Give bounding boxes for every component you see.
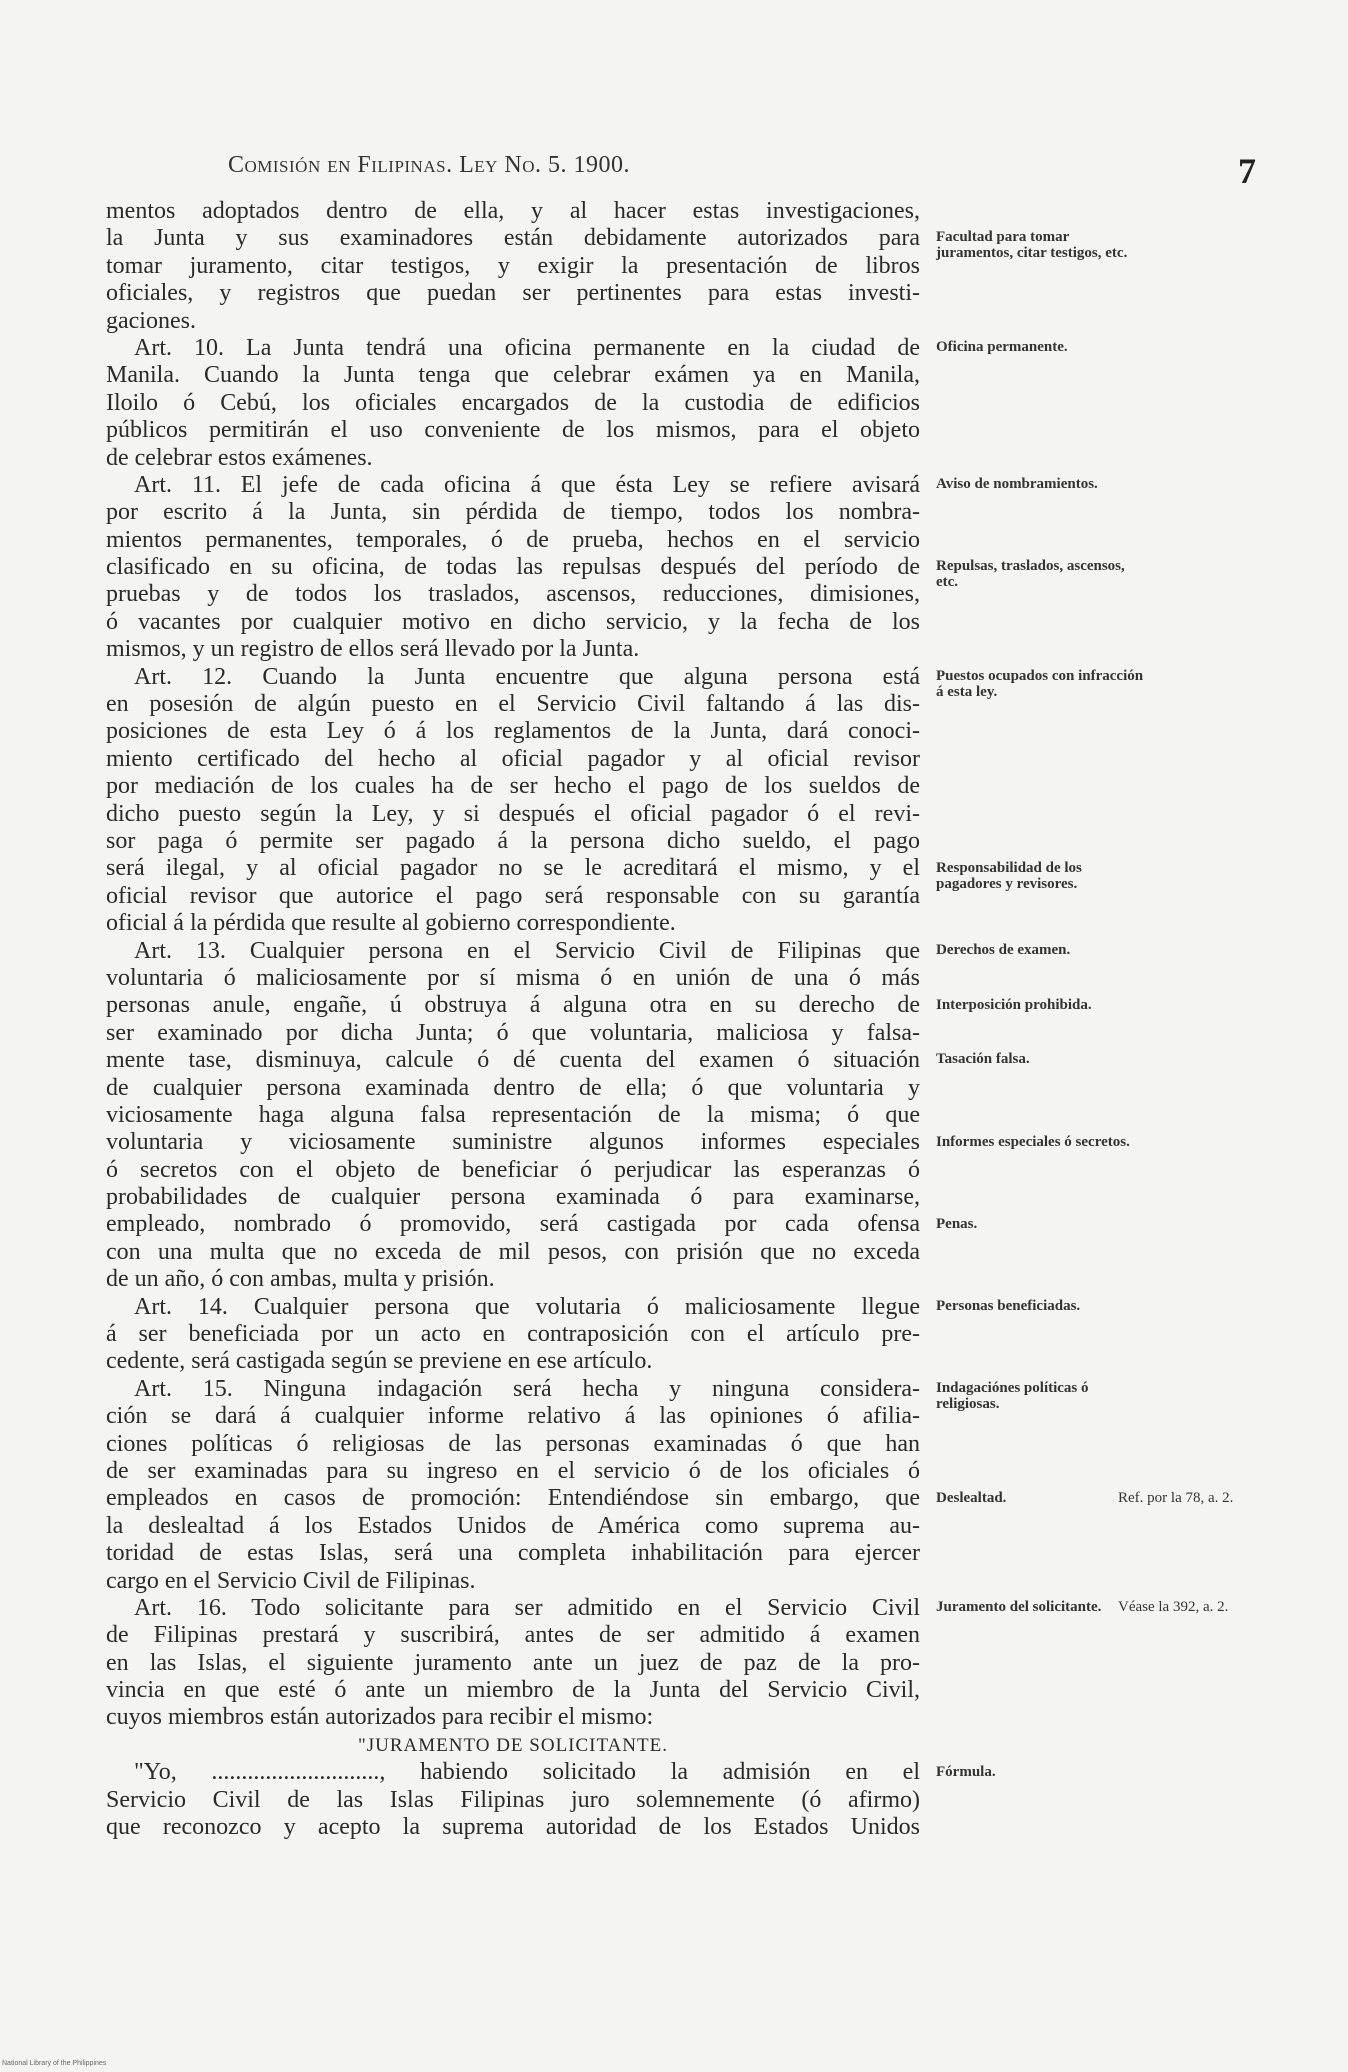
text-line: por mediación de los cuales ha de ser hecho el pago de los sueldos de bbox=[106, 773, 920, 800]
text-line: que reconozco y acepto la suprema autoridad de los Estados Unidos bbox=[106, 1814, 920, 1841]
text-line: de celebrar estos exámenes. bbox=[106, 444, 373, 471]
text-line: de cualquier persona examinada dentro de ella; ó que voluntaria y bbox=[106, 1074, 920, 1101]
margin-note: Facultad para tomar juramentos, citar testigos, etc. bbox=[936, 229, 1128, 262]
text-line: vincia en que esté ó ante un miembro de la Junta del Servicio Civil, bbox=[106, 1677, 920, 1704]
margin-note: Penas. bbox=[936, 1215, 978, 1232]
margin-note: Indagaciónes políticas ó religiosas. bbox=[936, 1380, 1089, 1413]
text-line: ser examinado por dicha Junta; ó que voluntaria, maliciosa y falsa- bbox=[106, 1019, 920, 1046]
cross-reference: Ref. por la 78, a. 2. bbox=[1118, 1489, 1234, 1506]
text-line: oficiales, y registros que puedan ser pertinentes para estas investi- bbox=[106, 280, 920, 307]
text-line: Art. 12. Cuando la Junta encuentre que alguna persona está bbox=[134, 663, 920, 690]
text-line: Art. 14. Cualquier persona que volutaria ó maliciosamente llegue bbox=[134, 1293, 920, 1320]
margin-note: Repulsas, traslados, ascensos, etc. bbox=[936, 558, 1125, 591]
text-line: voluntaria ó maliciosamente por sí misma ó en unión de una ó más bbox=[106, 964, 920, 991]
text-line: en posesión de algún puesto en el Servicio Civil faltando á las dis- bbox=[106, 691, 920, 718]
cross-reference: Véase la 392, a. 2. bbox=[1118, 1599, 1229, 1616]
text-line: ción se dará á cualquier informe relativo á las opiniones ó afilia- bbox=[106, 1403, 920, 1430]
text-line: en las Islas, el siguiente juramento ante un juez de paz de la pro- bbox=[106, 1649, 920, 1676]
text-line: Iloilo ó Cebú, los oficiales encargados de la custodia de edificios bbox=[106, 389, 920, 416]
text-line: cedente, será castigada según se previene en ese artículo. bbox=[106, 1348, 653, 1375]
running-header: Comisión en Filipinas. Ley No. 5. 1900. bbox=[228, 152, 631, 178]
text-line: viciosamente haga alguna falsa representación de la misma; ó que bbox=[106, 1101, 920, 1128]
text-line: ó vacantes por cualquier motivo en dicho servicio, y la fecha de los bbox=[106, 608, 920, 635]
text-line: con una multa que no exceda de mil pesos, con prisión que no exceda bbox=[106, 1238, 920, 1265]
text-line: de ser examinadas para su ingreso en el servicio ó de los oficiales ó bbox=[106, 1457, 920, 1484]
text-line: mentos adoptados dentro de ella, y al hacer estas investigaciones, bbox=[106, 198, 920, 224]
text-line: oficial á la pérdida que resulte al gobierno correspondiente. bbox=[106, 910, 676, 937]
text-line: clasificado en su oficina, de todas las repulsas después del período de bbox=[106, 554, 920, 581]
text-line: públicos permitirán el uso conveniente de los mismos, para el objeto bbox=[106, 417, 920, 444]
margin-note: Juramento del solicitante. bbox=[936, 1599, 1102, 1616]
margin-note: Oficina permanente. bbox=[936, 339, 1068, 355]
text-line: la Junta y sus examinadores están debidamente autorizados para bbox=[106, 225, 920, 252]
text-line: de un año, ó con ambas, multa y prisión. bbox=[106, 1266, 495, 1293]
text-line: ó secretos con el objeto de beneficiar ó perjudicar las esperanzas ó bbox=[106, 1156, 920, 1183]
text-line: tomar juramento, citar testigos, y exigir la presentación de libros bbox=[106, 252, 920, 279]
text-line: la deslealtad á los Estados Unidos de América como suprema au- bbox=[106, 1512, 920, 1539]
text-line: por escrito á la Junta, sin pérdida de tiempo, todos los nombra- bbox=[106, 499, 920, 526]
text-line: á ser beneficiada por un acto en contraposición con el artículo pre- bbox=[106, 1321, 920, 1348]
text-line: mientos permanentes, temporales, ó de prueba, hechos en el servicio bbox=[106, 526, 920, 553]
margin-note: Responsabilidad de los pagadores y revisores. bbox=[936, 859, 1082, 892]
text-line: Servicio Civil de las Islas Filipinas juro solemnemente (ó afirmo) bbox=[106, 1786, 920, 1813]
text-line: pruebas y de todos los traslados, ascensos, reducciones, dimisiones, bbox=[106, 581, 920, 608]
text-line: personas anule, engañe, ú obstruya á alguna otra en su derecho de bbox=[106, 992, 920, 1019]
text-line: dicho puesto según la Ley, y si después el oficial pagador ó el revi- bbox=[106, 800, 920, 827]
text-line: ciones políticas ó religiosas de las personas examinadas ó que han bbox=[106, 1430, 920, 1457]
text-line: oficial revisor que autorice el pago será responsable con su garantía bbox=[106, 882, 920, 909]
text-line: Manila. Cuando la Junta tenga que celebrar exámen ya en Manila, bbox=[106, 362, 920, 389]
text-line: empleados en casos de promoción: Entendiéndose sin embargo, que bbox=[106, 1485, 920, 1512]
page-number: 7 bbox=[1238, 151, 1256, 191]
text-line: cargo en el Servicio Civil de Filipinas. bbox=[106, 1567, 476, 1594]
text-line: empleado, nombrado ó promovido, será castigada por cada ofensa bbox=[106, 1211, 920, 1238]
margin-note: Informes especiales ó secretos. bbox=[936, 1133, 1130, 1150]
margin-note: Personas beneficiadas. bbox=[936, 1298, 1081, 1314]
text-line: miento certificado del hecho al oficial pagador y al oficial revisor bbox=[106, 745, 920, 772]
text-line: Art. 10. La Junta tendrá una oficina permanente en la ciudad de bbox=[134, 334, 920, 361]
text-line: cuyos miembros están autorizados para recibir el mismo: bbox=[106, 1704, 654, 1731]
margin-note: Aviso de nombramientos. bbox=[936, 476, 1098, 492]
text-line: toridad de estas Islas, será una completa inhabilitación para ejercer bbox=[106, 1540, 920, 1567]
text-line: Art. 15. Ninguna indagación será hecha y ninguna considera- bbox=[134, 1375, 920, 1402]
text-line: sor paga ó permite ser pagado á la persona dicho sueldo, el pago bbox=[106, 827, 920, 854]
margin-note: Puestos ocupados con infracción á esta ley. bbox=[936, 667, 1144, 700]
text-line: gaciones. bbox=[106, 307, 196, 334]
text-line: "JURAMENTO DE SOLICITANTE. bbox=[357, 1734, 668, 1756]
footer-credit: National Library of the Philippines bbox=[2, 2060, 107, 2067]
text-line: Art. 16. Todo solicitante para ser admitido en el Servicio Civil bbox=[134, 1594, 920, 1621]
margin-note: Tasación falsa. bbox=[936, 1051, 1030, 1068]
text-line: probabilidades de cualquier persona examinada ó para examinarse, bbox=[106, 1184, 920, 1211]
margin-note: Derechos de examen. bbox=[936, 941, 1071, 958]
text-line: será ilegal, y al oficial pagador no se le acreditará el mismo, y el bbox=[106, 855, 920, 882]
text-line: mente tase, disminuya, calcule ó dé cuenta del examen ó situación bbox=[106, 1047, 920, 1074]
text-line: Art. 11. El jefe de cada oficina á que ésta Ley se refiere avisará bbox=[134, 471, 920, 498]
text-line: voluntaria y viciosamente suministre algunos informes especiales bbox=[106, 1129, 920, 1156]
margin-note: Fórmula. bbox=[936, 1763, 996, 1780]
body-text bbox=[106, 198, 920, 1841]
text-line: mismos, y un registro de ellos será llevado por la Junta. bbox=[106, 636, 640, 663]
text-line: "Yo, ............................, habiendo solicitado la admisión en el bbox=[134, 1759, 920, 1786]
text-line: de Filipinas prestará y suscribirá, antes de ser admitido á examen bbox=[106, 1622, 920, 1649]
margin-note: Interposición prohibida. bbox=[936, 996, 1092, 1013]
text-line: Art. 13. Cualquier persona en el Servicio Civil de Filipinas que bbox=[134, 937, 920, 964]
margin-note: Deslealtad. bbox=[936, 1489, 1007, 1506]
text-line: posiciones de esta Ley ó á los reglamentos de la Junta, dará conoci- bbox=[106, 718, 920, 745]
